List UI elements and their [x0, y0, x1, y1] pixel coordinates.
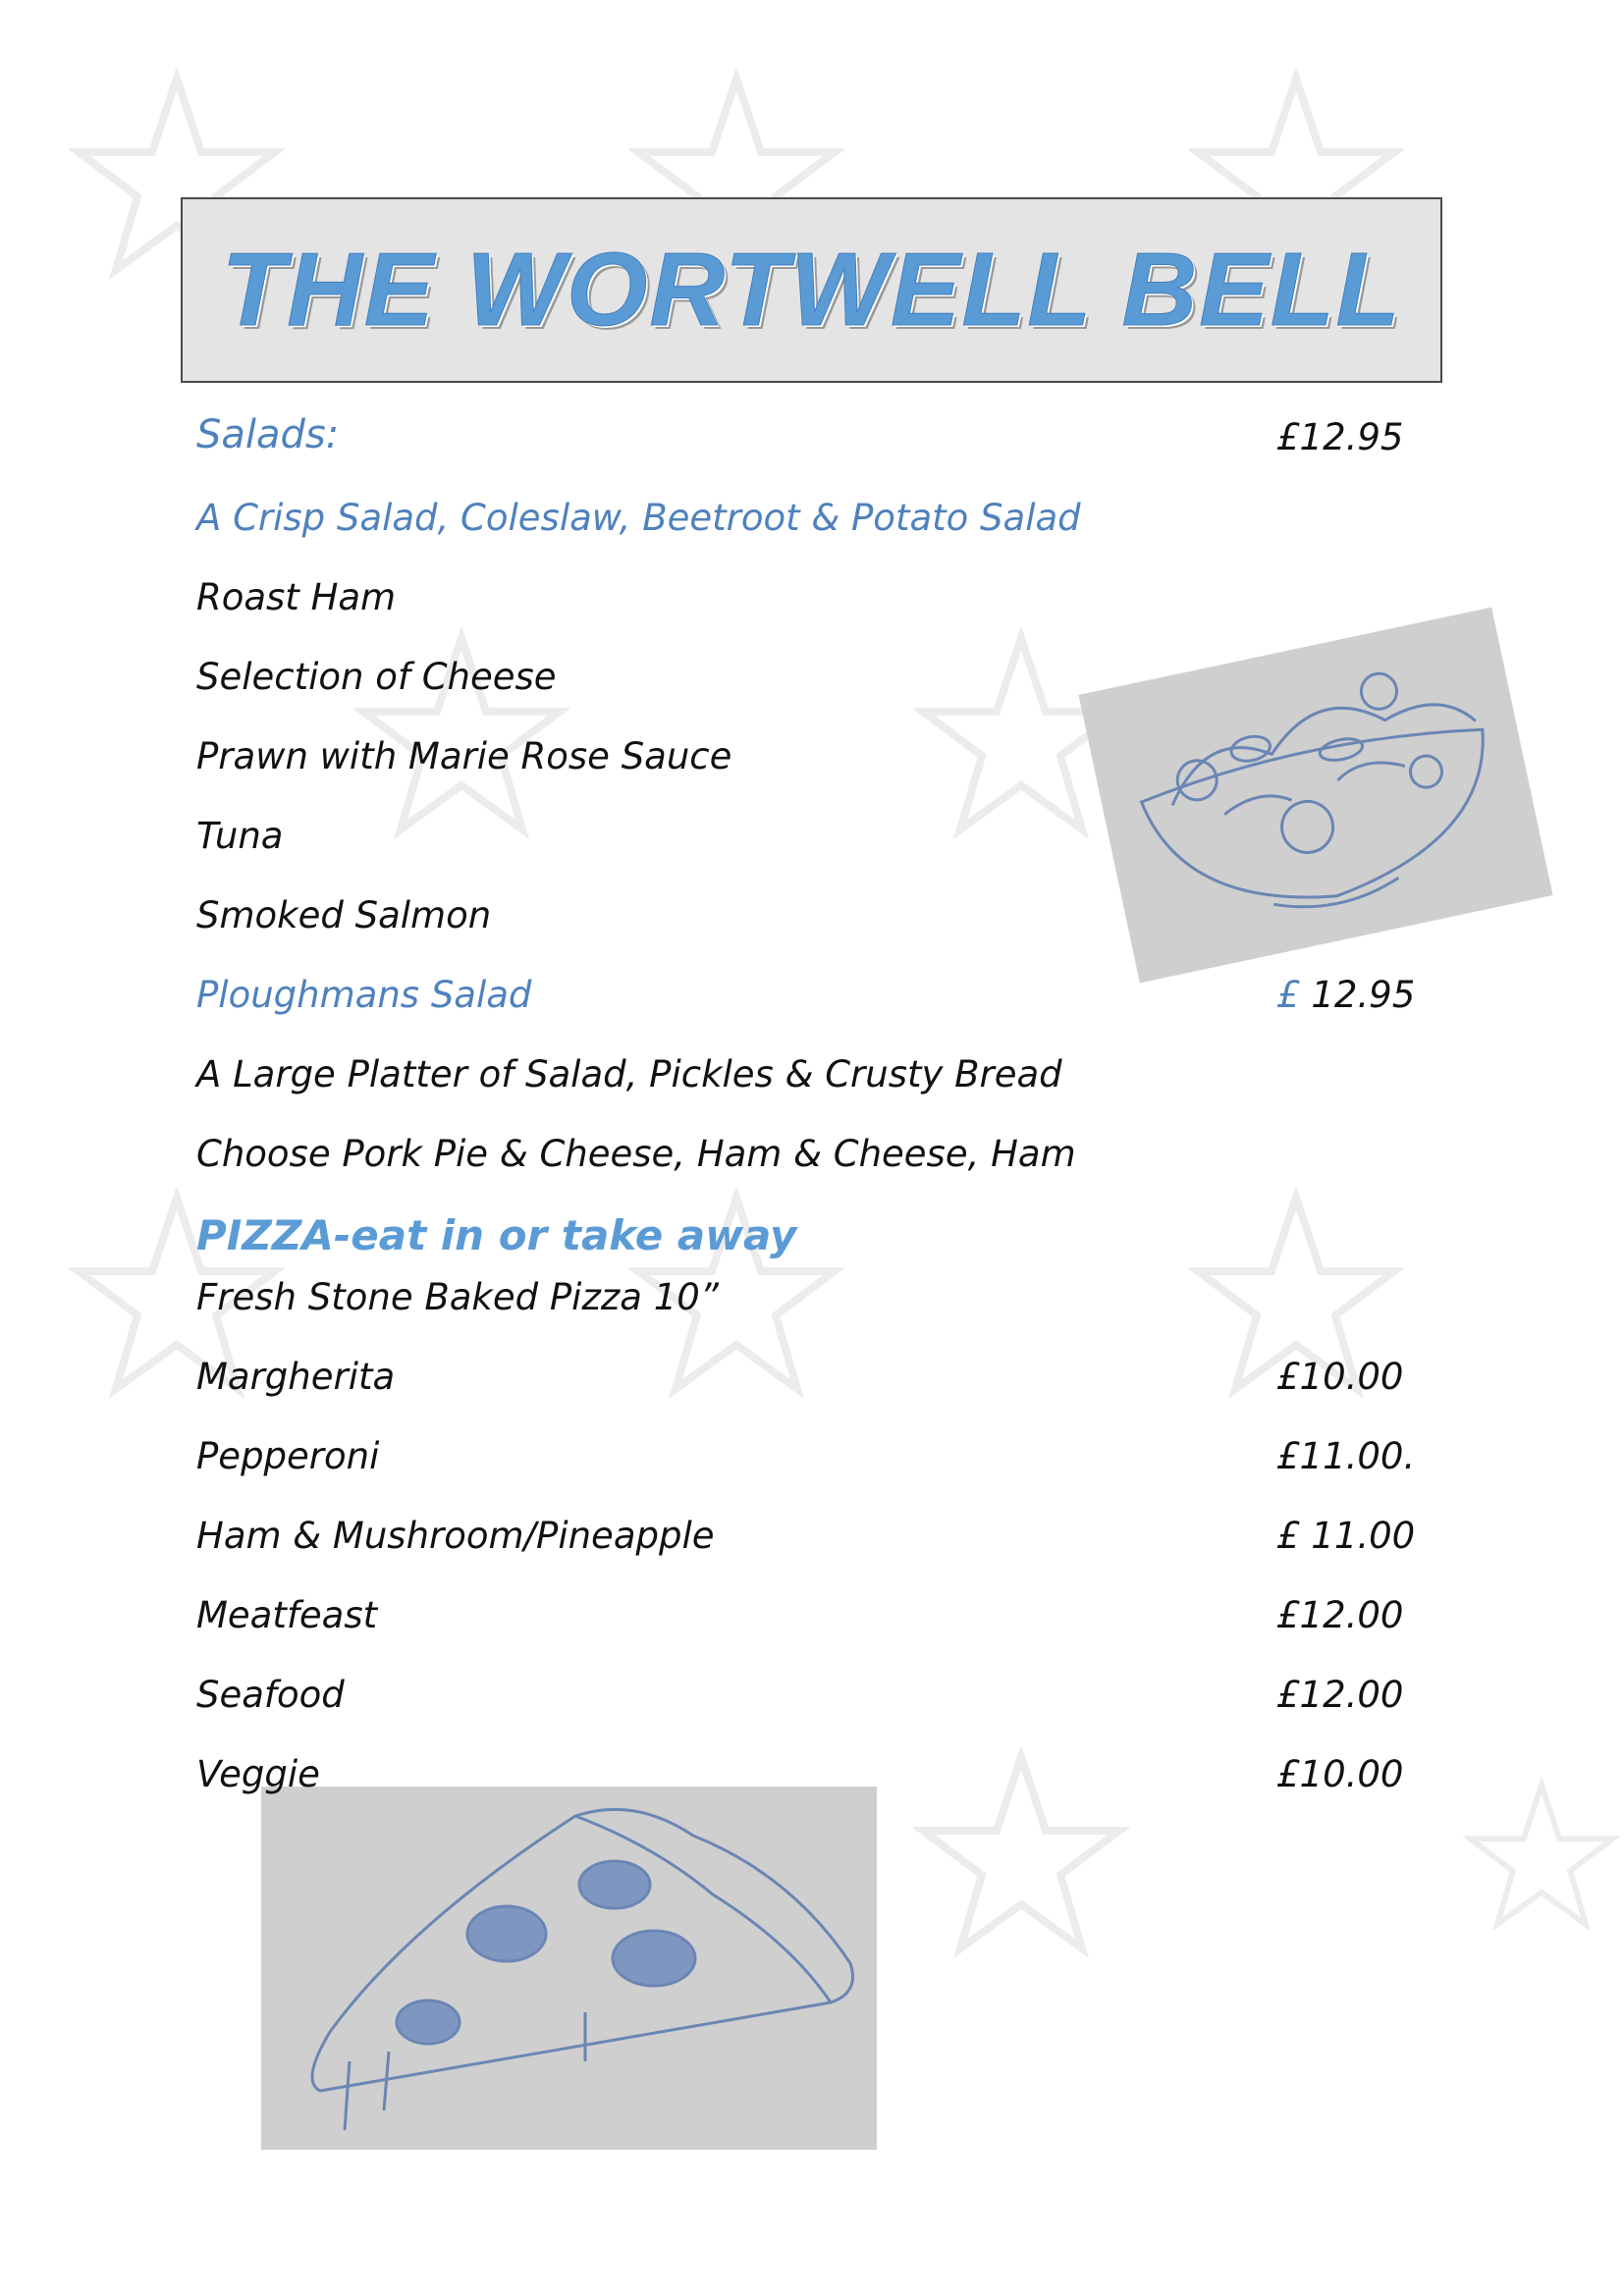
ploughmans-line: A Large Platter of Salad, Pickles & Crusty Bread [196, 1053, 1062, 1095]
watermark-logo-icon [1463, 1747, 1620, 1973]
ploughmans-price-value: 12.95 [1311, 974, 1416, 1016]
salad-bowl-image [1079, 608, 1553, 984]
salads-price: £12.95 [1276, 416, 1404, 458]
pizza-item-price: £11.00. [1276, 1435, 1416, 1477]
salad-item: Roast Ham [196, 576, 397, 618]
pizza-item-name: Ham & Mushroom/Pineapple [196, 1515, 715, 1557]
salad-item: Prawn with Marie Rose Sauce [196, 735, 732, 777]
pizza-item-price: £10.00 [1276, 1753, 1404, 1795]
title-banner [181, 197, 1442, 383]
pizza-item-name: Veggie [196, 1753, 320, 1795]
ploughmans-line: Choose Pork Pie & Cheese, Ham & Cheese, Ham [196, 1133, 1076, 1175]
salads-heading: Salads: [196, 412, 340, 457]
pizza-item-price: £12.00 [1276, 1674, 1404, 1716]
ploughmans-price [1276, 974, 1415, 1016]
salad-item: Selection of Cheese [196, 656, 557, 698]
salad-item: Tuna [196, 815, 284, 857]
salad-bowl-icon [1079, 608, 1553, 984]
ploughmans-heading: Ploughmans Salad [196, 974, 532, 1016]
pizza-item-price: £12.00 [1276, 1594, 1404, 1636]
pizza-item-name: Seafood [196, 1674, 345, 1716]
pizza-item-name: Margherita [196, 1356, 396, 1398]
pizza-slice-icon [261, 1787, 877, 2150]
pizza-subheading: Fresh Stone Baked Pizza 10” [196, 1276, 719, 1318]
pizza-item-price: £ 11.00 [1276, 1515, 1416, 1557]
pizza-item-price: £10.00 [1276, 1356, 1404, 1398]
salad-item: Smoked Salmon [196, 894, 492, 936]
restaurant-title: THE WORTWELL BELL [221, 232, 1402, 347]
pizza-item-name: Pepperoni [196, 1435, 380, 1477]
watermark-logo-icon [913, 1747, 1129, 1973]
pizza-heading: PIZZA-eat in or take away [196, 1211, 797, 1259]
pizza-slice-image [261, 1787, 877, 2150]
pizza-item-name: Meatfeast [196, 1594, 378, 1636]
ploughmans-price-symbol: £ [1276, 974, 1300, 1016]
salads-subheading: A Crisp Salad, Coleslaw, Beetroot & Potato Salad [196, 497, 1081, 539]
